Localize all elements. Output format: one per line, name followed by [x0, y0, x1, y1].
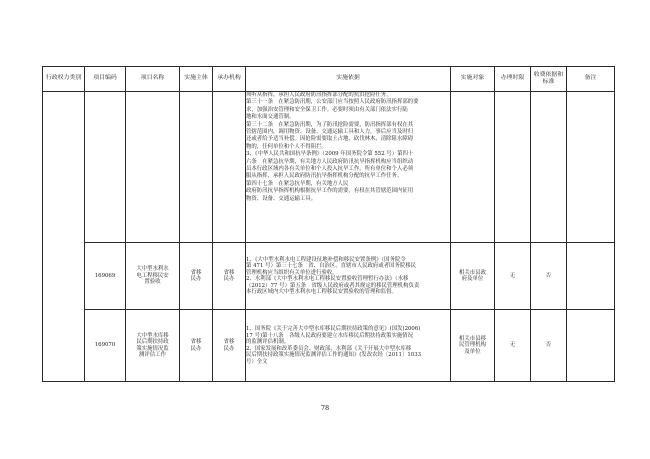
item-name-cell [126, 92, 180, 243]
basis-line: 政府防汛抗旱指挥机构根据抗旱工作的需要，有权在其管辖范围内征用 [246, 188, 414, 195]
basis-line: （2012）77 号）第五条 省级人民政府或者其规定的移民管理机构负责 [246, 282, 420, 289]
fee-cell [531, 92, 567, 243]
target-cell: 相关市县政府及单位 [451, 243, 495, 310]
basis-line: 管理机构应当组织有关单位进行验收。 [246, 269, 338, 276]
header-remarks: 备注 [567, 67, 615, 92]
basis-cell [246, 92, 451, 243]
basis-line: 1、国务院《关于完善大中型水库移民后期扶持政策的意见》(国发(2006) [246, 326, 421, 332]
item-name-cell: 大中型水库移民后期扶持政策实施情况监测评估工作 [126, 310, 180, 382]
basis-line: 17 号)第十八条 各级人民政府要建立水库移民后期扶持政策实施情况 [246, 332, 414, 339]
basis-line: 本行政区域内大中型水利水电工程移民安置验收的管理和监督。 [246, 289, 397, 295]
time-limit-cell: 无 [495, 310, 531, 382]
item-code-cell: 169070 [85, 310, 126, 382]
basis-line: 地和水面交通管制。 [246, 114, 295, 121]
implementer-cell [180, 92, 213, 243]
basis-line: 3、《中华人民共和国抗旱条例》（2009 年国务院令第 552 号）第四十 [246, 151, 414, 158]
target-cell [451, 92, 495, 243]
header-time-limit: 办理时限 [495, 67, 531, 92]
header-item-code: 项目编码 [85, 67, 126, 92]
fee-cell: 否 [531, 310, 567, 382]
basis-line: 还或者给予适当补偿。因抢险需要取土占地、砍伐林木、清除阻水障碍 [246, 136, 414, 143]
power-catalog-table [42, 66, 615, 382]
implementer-cell: 省移民办 [180, 243, 213, 310]
item-code-cell: 169069 [85, 243, 126, 310]
header-authority-type: 行政权力类别 [43, 67, 85, 92]
basis-line: 的监测评估机制。 [246, 339, 290, 345]
basis-line: 2、水利部《大中型水利水电工程移民安置验收管理暂行办法》（水移 [246, 276, 409, 282]
authority-type-cell [43, 92, 85, 382]
header-item-name: 项目名称 [126, 67, 180, 92]
page-number: 78 [320, 404, 330, 412]
table-row-169069 [43, 243, 615, 310]
header-row [43, 67, 615, 92]
basis-line: 第 471 号）第三十七条 省、自治区、直辖市人民政府或者国务院移民 [246, 263, 417, 269]
organizer-cell [213, 92, 246, 243]
basis-line: 服从指挥，承担人民政府防汛抗旱指挥机构分配的抗旱工作任务。 [246, 173, 403, 180]
header-fee: 收费依据和标准 [531, 67, 567, 92]
header-implementer: 实施主体 [180, 67, 213, 92]
basis-line: 第四十七条 在紧急抗旱期，有关地方人民 [246, 180, 349, 187]
basis-line: 第三十一条 在紧急防汛期，公安部门应当按照人民政府防汛指挥部的要 [246, 99, 419, 106]
table-row-continued [43, 92, 615, 243]
basis-cell [246, 243, 451, 310]
target-cell: 相关市县移民管理机构及单位 [451, 310, 495, 382]
organizer-cell: 省移民办 [213, 310, 246, 382]
basis-line: 须听从指挥，承担人民政府防汛指挥部分配的抗洪抢险任务。 [246, 92, 392, 98]
basis-line: 第三十二条 在紧急防汛期，为了防汛抢险需要，防汛指挥部有权在其 [246, 121, 414, 128]
basis-line: 管辖范围内，调用物资、设备、交通运输工具和人力，事后应当及时归 [246, 129, 414, 136]
basis-line: 员本行政区域内各有关单位和个人投入抗旱工作。所有单位和个人必须 [246, 166, 414, 173]
remarks-cell [567, 310, 615, 382]
basis-line: 民后期扶持政策实施情况监测评估工作的通知》(发改农经〔2011〕1033 [246, 352, 422, 358]
item-name-cell: 大中型水利水电工程移民安置验收 [126, 243, 180, 310]
basis-line: 物资、设备、交通运输工具。 [246, 195, 317, 202]
header-basis: 实施依据 [246, 67, 451, 92]
implementer-cell: 省移民办 [180, 310, 213, 382]
organizer-cell: 省移民办 [213, 243, 246, 310]
fee-cell: 否 [531, 243, 567, 310]
basis-line: 号）全文 [246, 358, 268, 365]
time-limit-cell: 无 [495, 243, 531, 310]
basis-line: 物的，任何单位和个人不得阻拦。 [246, 143, 327, 150]
table-row-169070 [43, 310, 615, 382]
basis-line: 1、《大中型水利水电工程建设征地补偿和移民安置条例》（国务院令 [246, 256, 406, 263]
basis-line: 求，加强治安管理和安全保卫工作。必要时须由有关部门依法实行陆 [246, 106, 408, 113]
item-code-cell [85, 92, 126, 243]
basis-cell [246, 310, 451, 382]
basis-line: 2、国家发展和改革委员会、财政部、水利部《关于开展大中型水库移 [246, 345, 412, 352]
remarks-cell [567, 243, 615, 310]
header-target: 实施对象 [451, 67, 495, 92]
header-organizer: 承办机构 [213, 67, 246, 92]
basis-line: 六条 在紧急抗旱期，有关地方人民政府防汛抗旱指挥机构应当组织动 [246, 158, 414, 165]
time-limit-cell [495, 92, 531, 243]
remarks-cell [567, 92, 615, 243]
